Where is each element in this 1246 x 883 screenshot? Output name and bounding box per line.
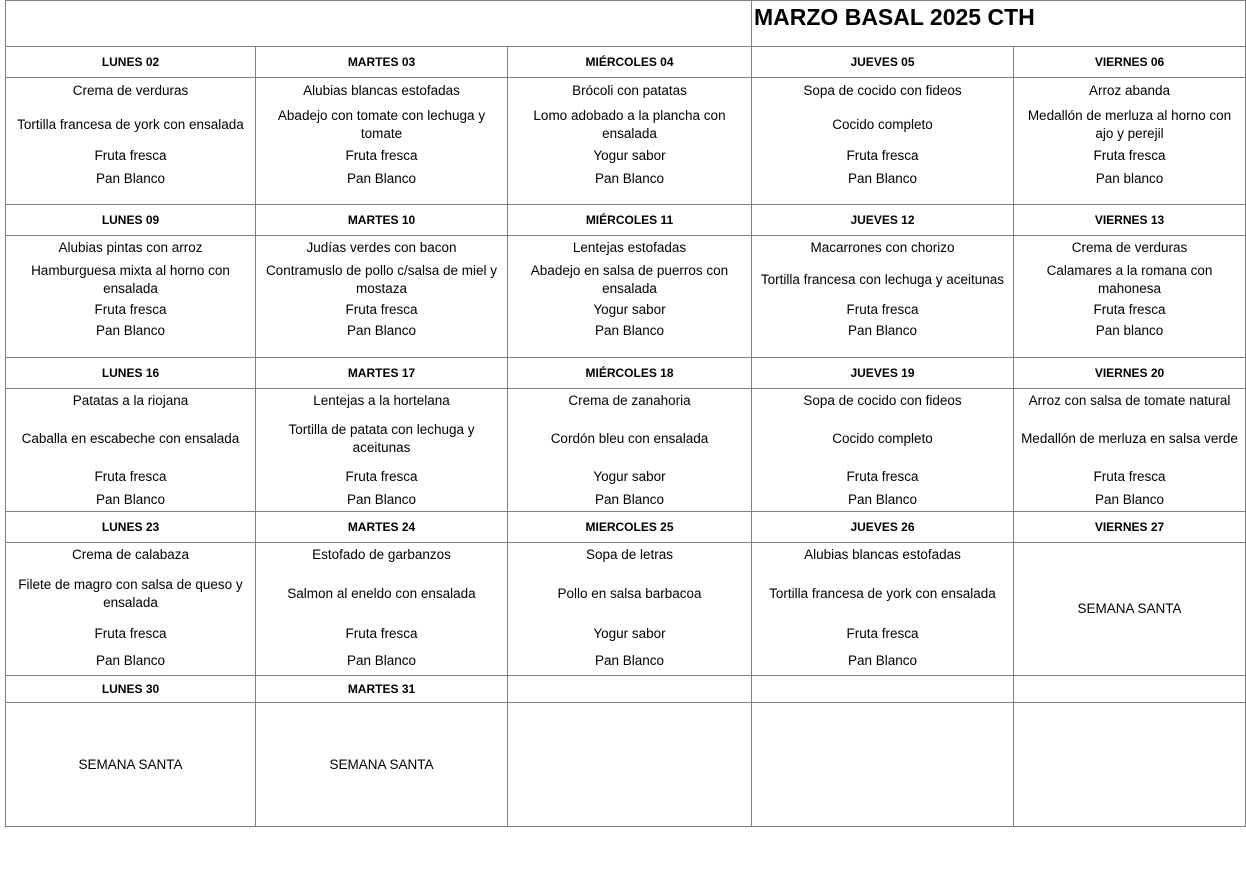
bread: Pan Blanco <box>847 171 918 186</box>
second-course: Caballa en escabeche con ensalada <box>21 431 240 446</box>
first-course: Arroz abanda <box>1088 83 1171 98</box>
page-title: MARZO BASAL 2025 CTH <box>752 1 1246 47</box>
bread: Pan blanco <box>1095 322 1164 338</box>
bread: Pan Blanco <box>95 492 166 507</box>
day-header: MARTES 10 <box>256 205 508 236</box>
dessert: Fruta fresca <box>846 301 919 317</box>
menu-table <box>5 0 1246 827</box>
dessert: Fruta fresca <box>846 148 919 163</box>
dessert: Fruta fresca <box>1093 148 1166 163</box>
day-meals-cell <box>256 543 508 676</box>
holiday-note: SEMANA SANTA <box>78 756 183 772</box>
bread: Pan Blanco <box>346 322 417 338</box>
day-header: JUEVES 26 <box>752 512 1014 543</box>
day-meals-cell <box>256 703 508 827</box>
day-header: MARTES 17 <box>256 358 508 389</box>
day-header-row <box>6 676 1246 703</box>
second-course: Pollo en salsa barbacoa <box>557 586 702 601</box>
holiday-note: SEMANA SANTA <box>1077 601 1182 616</box>
day-header: JUEVES 12 <box>752 205 1014 236</box>
bread: Pan Blanco <box>847 322 918 338</box>
second-course: Salmon al eneldo con ensalada <box>287 586 476 601</box>
day-header <box>508 676 752 703</box>
first-course: Alubias blancas estofadas <box>303 83 460 98</box>
day-meals-cell <box>752 543 1014 676</box>
day-meals-cell <box>1014 78 1246 205</box>
day-header: VIERNES 27 <box>1014 512 1246 543</box>
bread: Pan Blanco <box>346 492 417 507</box>
dessert: Yogur sabor <box>593 626 666 641</box>
day-header: LUNES 16 <box>6 358 256 389</box>
day-meals-cell <box>6 703 256 827</box>
second-course: Cordón bleu con ensalada <box>550 431 709 446</box>
day-header: MIERCOLES 25 <box>508 512 752 543</box>
first-course: Sopa de cocido con fideos <box>803 393 962 408</box>
bread: Pan Blanco <box>594 653 665 668</box>
first-course: Sopa de letras <box>585 547 674 562</box>
holiday-note: SEMANA SANTA <box>329 756 434 772</box>
day-meals-cell <box>256 389 508 512</box>
day-meals-cell <box>256 78 508 205</box>
day-meals-cell <box>752 236 1014 358</box>
dessert: Fruta fresca <box>94 469 167 484</box>
second-course: Tortilla francesa con lechuga y aceitunas <box>760 272 1005 287</box>
bread: Pan Blanco <box>594 322 665 338</box>
day-meals-cell <box>6 543 256 676</box>
bread: Pan blanco <box>1095 171 1164 186</box>
dessert: Fruta fresca <box>1093 301 1166 317</box>
day-meals-cell <box>1014 543 1246 676</box>
second-course: Medallón de merluza en salsa verde <box>1021 431 1238 446</box>
first-course: Judías verdes con bacon <box>306 240 457 255</box>
title-row <box>6 1 1246 47</box>
day-header: MIÉRCOLES 04 <box>508 47 752 78</box>
first-course: Crema de calabaza <box>71 547 190 562</box>
bread: Pan Blanco <box>346 171 417 186</box>
day-header: JUEVES 05 <box>752 47 1014 78</box>
day-header: JUEVES 19 <box>752 358 1014 389</box>
first-course: Estofado de garbanzos <box>312 547 451 562</box>
day-header: MARTES 24 <box>256 512 508 543</box>
second-course: Cocido completo <box>832 117 933 132</box>
first-course: Patatas a la riojana <box>72 393 189 408</box>
day-meals-cell <box>508 78 752 205</box>
dessert: Fruta fresca <box>345 469 418 484</box>
second-course: Contramuslo de pollo c/salsa de miel y mostaza <box>265 263 498 296</box>
day-meals-cell <box>6 389 256 512</box>
dessert: Yogur sabor <box>593 301 666 317</box>
meals-row <box>6 78 1246 205</box>
day-meals-cell <box>1014 236 1246 358</box>
day-meals-cell <box>6 78 256 205</box>
day-meals-cell <box>1014 389 1246 512</box>
day-header-row <box>6 205 1246 236</box>
dessert: Fruta fresca <box>345 148 418 163</box>
dessert: Yogur sabor <box>593 469 666 484</box>
day-header: MIÉRCOLES 18 <box>508 358 752 389</box>
dessert: Yogur sabor <box>593 148 666 163</box>
bread: Pan Blanco <box>95 653 166 668</box>
meals-row <box>6 543 1246 676</box>
day-header: VIERNES 20 <box>1014 358 1246 389</box>
bread: Pan Blanco <box>847 492 918 507</box>
day-header: LUNES 02 <box>6 47 256 78</box>
day-meals-cell <box>1014 703 1246 827</box>
second-course: Abadejo con tomate con lechuga y tomate <box>277 108 486 141</box>
day-header: VIERNES 13 <box>1014 205 1246 236</box>
bread: Pan Blanco <box>1094 492 1165 507</box>
bread: Pan Blanco <box>594 171 665 186</box>
first-course: Crema de verduras <box>1071 240 1188 255</box>
bread: Pan Blanco <box>847 653 918 668</box>
second-course: Tortilla de patata con lechuga y aceitunas <box>288 422 475 455</box>
bread: Pan Blanco <box>95 322 166 338</box>
day-header <box>1014 676 1246 703</box>
second-course: Filete de magro con salsa de queso y ensalada <box>18 577 243 610</box>
first-course: Lentejas a la hortelana <box>313 393 450 408</box>
first-course: Macarrones con chorizo <box>810 240 955 255</box>
dessert: Fruta fresca <box>94 626 167 641</box>
dessert: Fruta fresca <box>846 469 919 484</box>
day-header: LUNES 30 <box>6 676 256 703</box>
second-course: Cocido completo <box>832 431 933 446</box>
meals-row <box>6 236 1246 358</box>
dessert: Fruta fresca <box>345 301 418 317</box>
day-header-row <box>6 47 1246 78</box>
first-course: Alubias blancas estofadas <box>804 547 961 562</box>
day-header: LUNES 09 <box>6 205 256 236</box>
day-header: MIÉRCOLES 11 <box>508 205 752 236</box>
title-spacer-cell <box>6 1 752 47</box>
dessert: Fruta fresca <box>94 148 167 163</box>
first-course: Crema de verduras <box>72 83 189 98</box>
day-meals-cell <box>6 236 256 358</box>
meals-row <box>6 389 1246 512</box>
second-course: Abadejo en salsa de puerros con ensalada <box>530 263 729 296</box>
first-course: Alubias pintas con arroz <box>58 240 203 255</box>
bread: Pan Blanco <box>594 492 665 507</box>
meals-row <box>6 703 1246 827</box>
bread: Pan Blanco <box>95 171 166 186</box>
day-meals-cell <box>508 236 752 358</box>
dessert: Fruta fresca <box>1093 469 1166 484</box>
second-course: Tortilla francesa de york con ensalada <box>17 117 244 132</box>
day-meals-cell <box>508 703 752 827</box>
day-header: LUNES 23 <box>6 512 256 543</box>
day-header <box>752 676 1014 703</box>
day-meals-cell <box>752 703 1014 827</box>
day-meals-cell <box>752 389 1014 512</box>
second-course: Medallón de merluza al horno con ajo y perejil <box>1027 108 1232 141</box>
dessert: Fruta fresca <box>846 626 919 641</box>
second-course: Calamares a la romana con mahonesa <box>1046 263 1213 296</box>
day-meals-cell <box>256 236 508 358</box>
bread: Pan Blanco <box>346 653 417 668</box>
menu-body <box>6 1 1246 827</box>
day-header-row <box>6 358 1246 389</box>
day-header: MARTES 31 <box>256 676 508 703</box>
first-course: Brócoli con patatas <box>572 83 687 98</box>
day-header-row <box>6 512 1246 543</box>
day-meals-cell <box>508 389 752 512</box>
first-course: Arroz con salsa de tomate natural <box>1028 393 1231 408</box>
second-course: Hamburguesa mixta al horno con ensalada <box>31 263 230 296</box>
dessert: Fruta fresca <box>345 626 418 641</box>
second-course: Lomo adobado a la plancha con ensalada <box>533 108 726 141</box>
day-meals-cell <box>752 78 1014 205</box>
dessert: Fruta fresca <box>94 301 167 317</box>
first-course: Lentejas estofadas <box>572 240 687 255</box>
first-course: Crema de zanahoria <box>568 393 691 408</box>
day-meals-cell <box>508 543 752 676</box>
day-header: MARTES 03 <box>256 47 508 78</box>
second-course: Tortilla francesa de york con ensalada <box>769 586 996 601</box>
day-header: VIERNES 06 <box>1014 47 1246 78</box>
first-course: Sopa de cocido con fideos <box>803 83 962 98</box>
